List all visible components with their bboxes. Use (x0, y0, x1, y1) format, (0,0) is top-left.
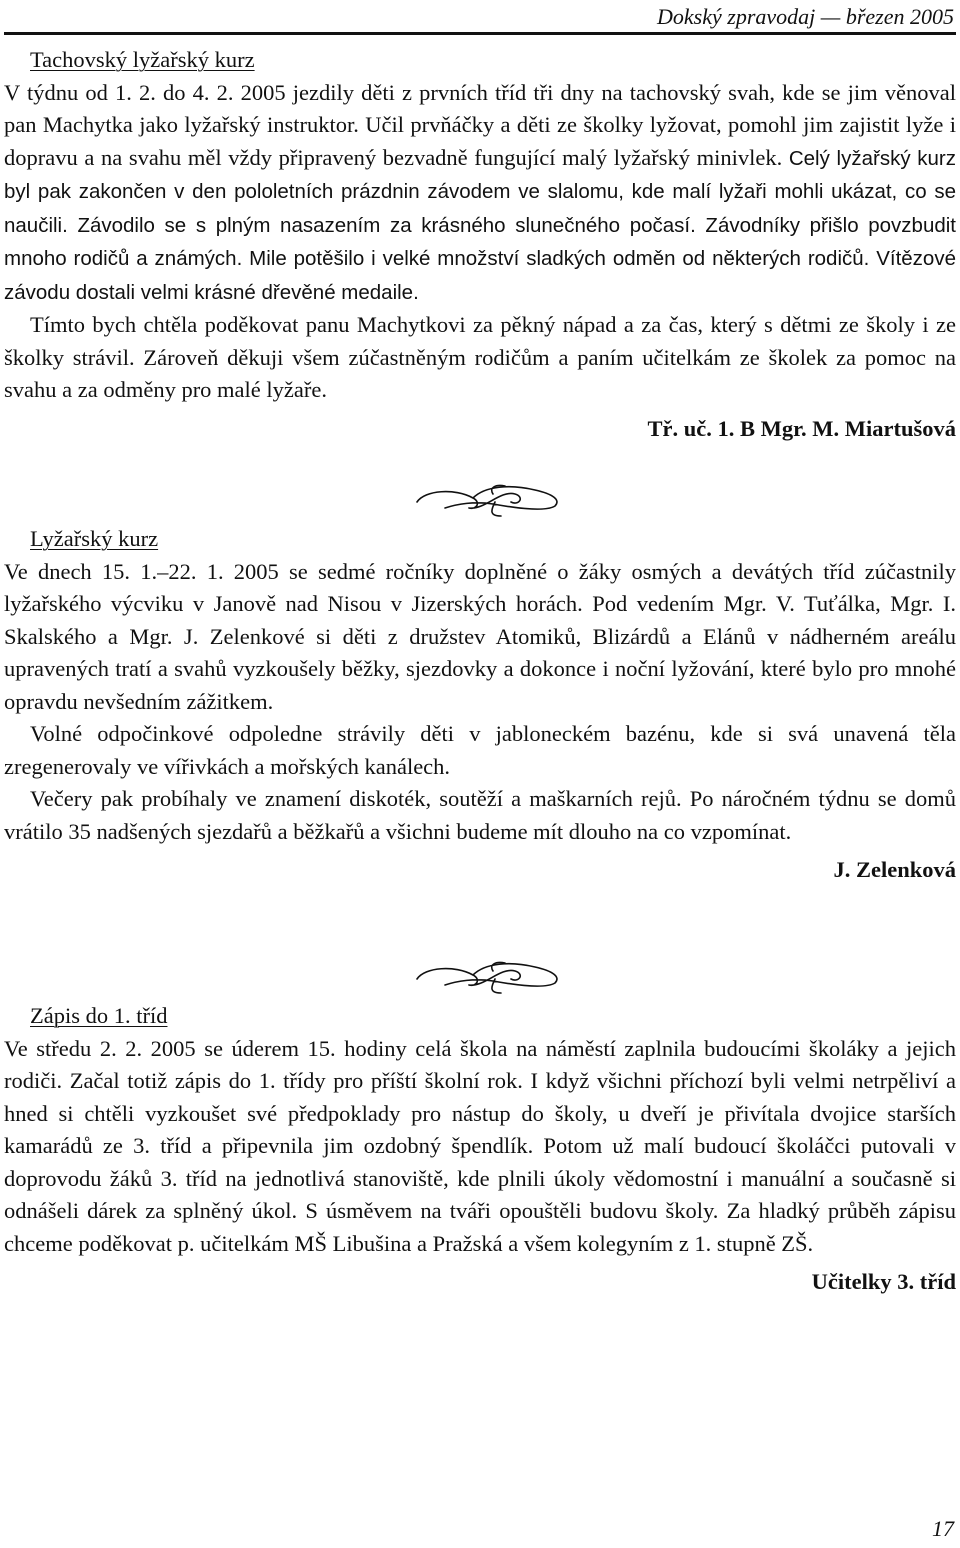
article-first-grade-enrollment (4, 1000, 956, 1299)
article-title: Tachovský lyžařský kurz (30, 47, 255, 72)
article-paragraph: Ve středu 2. 2. 2005 se úderem 15. hodiny celá škola na náměstí zaplnila budoucími školáky a jejich rodiči. Začal totiž zápis do 1. třídy pro příští školní rok. I když všichni příchozí byli velmi netrpěliví a hned si chtěli vyzkoušet své předpoklady pro nástup do školy, u dveří je přivítala dvojice starších kamarádů ze 3. tříd a připevnila jim ozdobný špendlík. Potom už malí budoucí školáčci putovali v doprovodu žáků 3. tříd na jednotlivá stanoviště, kde plnili úkoly vědomostní i manuální a současně si odnášeli dárek za splněný úkol. S úsměvem na tváři opouštěli budovu školy. Za hladký průběh zápisu chceme poděkovat p. učitelkám MŠ Libušina a Pražská a všem kolegyním z 1. stupně ZŠ. (4, 1035, 956, 1256)
article-signature: Učitelky 3. tříd (811, 1269, 956, 1294)
article-paragraph (4, 77, 956, 310)
flourish-ornament-icon (415, 957, 565, 997)
flourish-ornament-icon (415, 480, 565, 520)
article-text-serif: V týdnu od 1. 2. do 4. 2. 2005 jezdily děti z prvních tříd tři dny na tachovský svah, kde se jim věnoval pan Machytka jako lyžařský instruktor. Učil prvňáčky a děti ze školky lyžovat, pomohl jim zajistit lyže i dopravu a na svahu měl vždy připravený bezvadně fungující malý lyžařský minivlek. (4, 79, 956, 170)
article-signature: J. Zelenková (833, 857, 956, 882)
article-paragraph: Ve dnech 15. 1.–22. 1. 2005 se sedmé ročníky doplněné o žáky osmých a devátých tříd zúčastnily lyžařského výcviku v Janově nad Nisou v Jizerských horách. Pod vedením Mgr. V. Tuťálka, Mgr. I. Skalského a Mgr. J. Zelenkové si děti z družstev Atomiků, Blizárdů a Elánů v nádherném areálu upravených tratí a svahů vyzkoušely běžky, sjezdovky a dokonce i noční lyžování, které bylo pro mnohé opravdu nevšedním zážitkem. (4, 558, 956, 714)
page-number: 17 (932, 1516, 954, 1541)
article-title: Lyžařský kurz (30, 526, 159, 551)
article-title: Zápis do 1. tříd (30, 1003, 168, 1028)
article-paragraph: Večery pak probíhaly ve znamení diskoték, soutěží a maškarních rejů. Po náročném týdnu se domů vrátilo 35 nadšených sjezdařů a běžkařů a všichni budeme mít dlouho na co vzpomínat. (4, 786, 956, 844)
article-paragraph: Volné odpočinkové odpoledne strávily děti v jabloneckém bazénu, kde si svá unavená těla zregenerovaly ve vířivkách a mořských kanálech. (4, 721, 956, 779)
article-ski-course-tachov (4, 44, 956, 445)
header-rule (4, 32, 956, 35)
article-ski-course (4, 523, 956, 887)
newsletter-header-title: Dokský zpravodaj — březen 2005 (657, 4, 954, 29)
article-signature: Tř. uč. 1. B Mgr. M. Miartušová (647, 415, 956, 441)
article-text-sans: Celý lyžařský kurz byl pak zakončen v den pololetních prázdnin závodem ve slalomu, kde malí lyžaři mohli ukázat, co se naučili. Závodilo se s plným nasazením za krásného slunečného počasí. Závodníky přišlo povzbudit mnoho rodičů a známých. Mile potěšilo i velké množství sladkých odměn od některých rodičů. Vítězové závodu dostali velmi krásné dřevěné medaile. (4, 146, 956, 304)
article-paragraph: Tímto bych chtěla poděkovat panu Machytkovi za pěkný nápad a za čas, který s dětmi ze školy i ze školky strávil. Zároveň děkuji všem zúčastněným rodičům a paním učitelkám ze školek za pomoc na svahu a za odměny pro malé lyžaře. (4, 312, 956, 402)
